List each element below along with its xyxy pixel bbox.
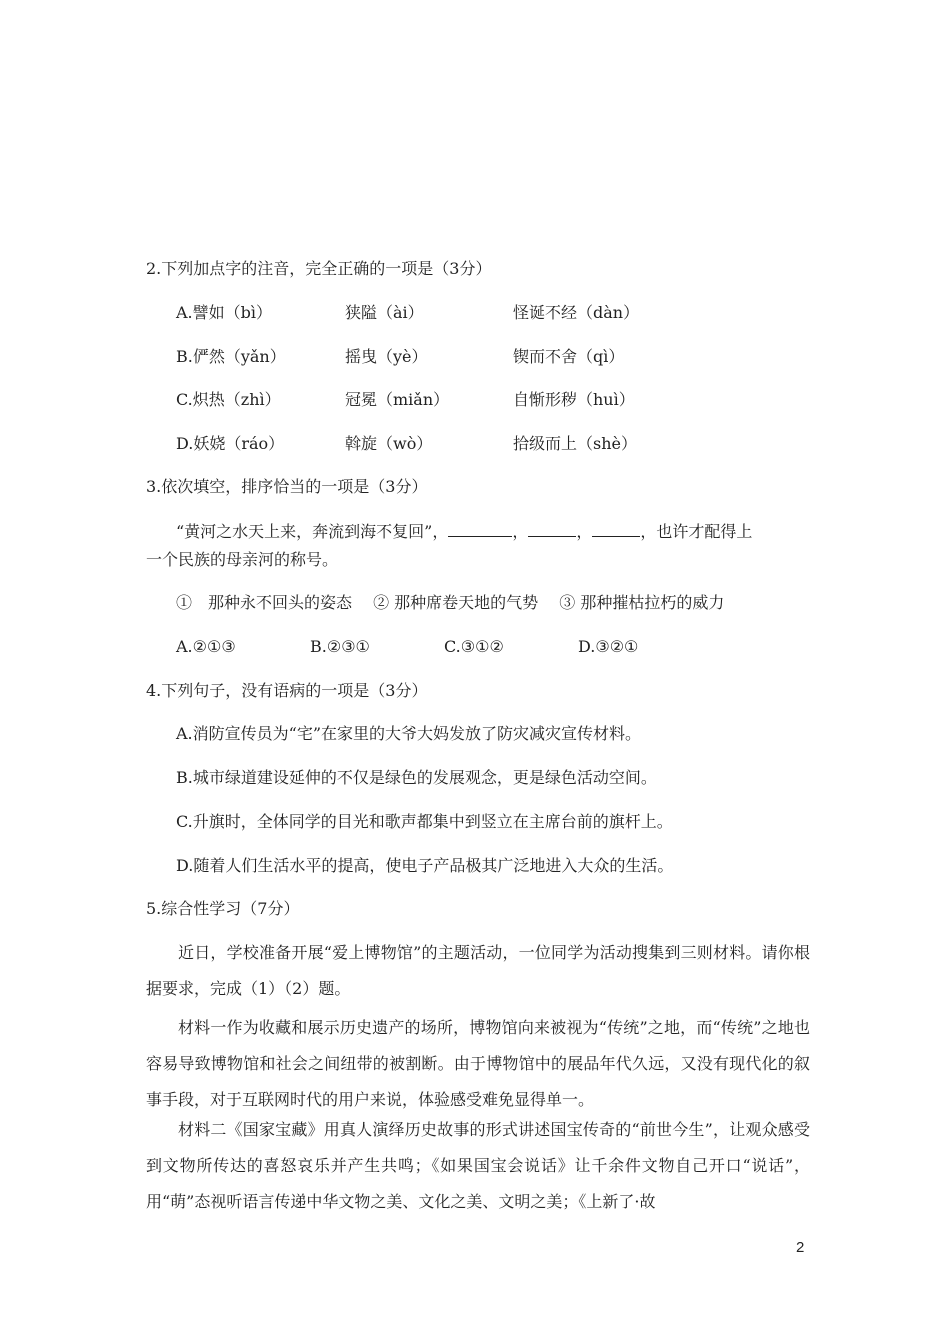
q3-stem-end: 也许才配得上 <box>656 522 753 541</box>
q4-title: 4.下列句子，没有语病的一项是（3分） <box>146 681 428 700</box>
q2-option-c-1: C.炽热（zhì） <box>176 390 281 409</box>
q3-choice-d: D.③②① <box>578 637 639 656</box>
q2-option-a-1: A.譬如（bì） <box>176 303 273 322</box>
q4-option-b: B.城市绿道建设延伸的不仅是绿色的发展观念，更是绿色活动空间。 <box>176 768 657 787</box>
q2-option-b-3: 锲而不舍（qì） <box>513 347 625 366</box>
q2-option-b-2: 摇曳（yè） <box>345 347 428 366</box>
q2-option-a-2: 狭隘（ài） <box>345 303 424 322</box>
q2-option-c-2: 冠冕（miǎn） <box>345 390 450 409</box>
q3-stem-start: “黄河之水天上来，奔流到海不复回”， <box>176 522 449 541</box>
q2-option-c-3: 自惭形秽（huì） <box>513 390 635 409</box>
q4-option-c: C.升旗时，全体同学的目光和歌声都集中到竖立在主席台前的旗杆上。 <box>176 812 673 831</box>
q2-option-b-1: B.俨然（yǎn） <box>176 347 286 366</box>
q3-sep-1: ， <box>512 522 529 541</box>
q2-option-a-3: 怪诞不经（dàn） <box>513 303 640 322</box>
q2-title: 2.下列加点字的注音，完全正确的一项是（3分） <box>146 259 492 278</box>
q5-intro: 近日，学校准备开展“爱上博物馆”的主题活动，一位同学为活动搜集到三则材料。请你根据要求，完成（1）（2）题。 <box>146 943 810 998</box>
q3-blank-2 <box>528 520 576 537</box>
q3-stem-line1 <box>176 520 752 543</box>
q2-option-d-3: 拾级而上（shè） <box>513 434 637 453</box>
q3-blank-1 <box>448 520 512 537</box>
q3-choice-b: B.②③① <box>310 637 370 656</box>
q5-material-1: 材料一作为收藏和展示历史遗产的场所，博物馆向来被视为“传统”之地，而“传统”之地也容易导致博物馆和社会之间纽带的被割断。由于博物馆中的展品年代久远，又没有现代化的叙事手段，对于互联网时代的用户来说，体验感受难免显得单一。 <box>146 1018 810 1109</box>
q3-choice-c: C.③①② <box>444 637 504 656</box>
q2-option-d-2: 斡旋（wò） <box>345 434 433 453</box>
q3-choice-a: A.②①③ <box>176 637 236 656</box>
q4-option-d: D.随着人们生活水平的提高，使电子产品极其广泛地进入大众的生活。 <box>176 856 674 875</box>
q3-title: 3.依次填空，排序恰当的一项是（3分） <box>146 477 428 496</box>
q3-sep-3: ， <box>640 522 657 541</box>
q3-stem-line2: 一个民族的母亲河的称号。 <box>146 550 339 569</box>
q4-option-a: A.消防宣传员为“宅”在家里的大爷大妈发放了防灾减灾宣传材料。 <box>176 724 642 743</box>
q3-blank-3 <box>592 520 640 537</box>
q5-title: 5.综合性学习（7分） <box>146 899 300 918</box>
q5-material-2: 材料二《国家宝藏》用真人演绎历史故事的形式讲述国宝传奇的“前世今生”，让观众感受到文物所传达的喜怒哀乐并产生共鸣；《如果国宝会说话》让千余件文物自己开口“说话”，用“萌”态视听语言传递中华文物之美、文化之美、文明之美；《上新了·故 <box>146 1120 810 1211</box>
q2-option-d-1: D.妖娆（ráo） <box>176 434 285 453</box>
page-number: 2 <box>796 1239 805 1256</box>
q3-sep-2: ， <box>576 522 593 541</box>
q3-items: ① 那种永不回头的姿态 ② 那种席卷天地的气势 ③ 那种摧枯拉朽的威力 <box>176 593 725 612</box>
